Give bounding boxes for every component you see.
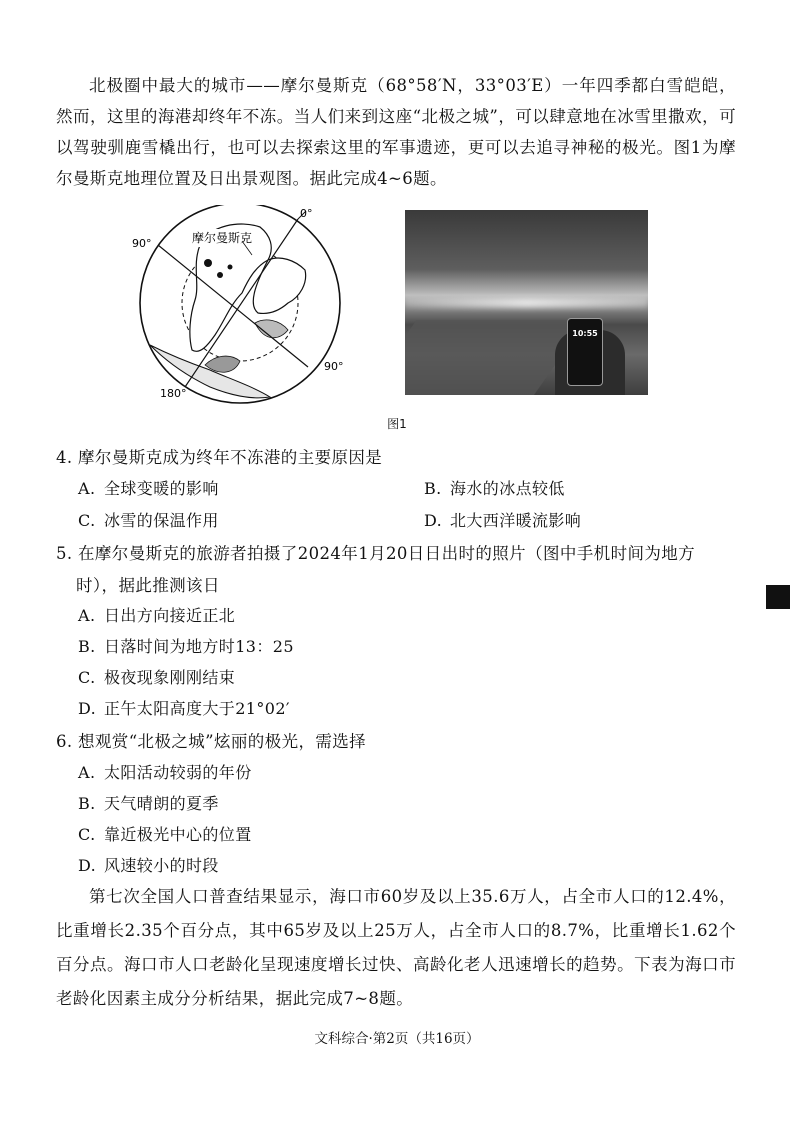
lon-180-label: 180° (160, 387, 187, 400)
island-3 (228, 265, 233, 270)
q6-option-d: D. 风速较小的时段 (78, 856, 219, 875)
q6-option-c: C. 靠近极光中心的位置 (78, 825, 252, 844)
q5-option-c: C. 极夜现象刚刚结束 (78, 668, 236, 687)
polar-map (130, 205, 380, 405)
q5-option-a: A. 日出方向接近正北 (78, 606, 236, 625)
lon-90-left-label: 90° (132, 237, 152, 250)
intro-paragraph-4-6: 北极圈中最大的城市——摩尔曼斯克（68°58′N，33°03′E）一年四季都白雪皑皑，然而，这里的海港却终年不冻。当人们来到这座“北极之城”，可以肆意地在冰雪里撒欢，可以驾驶驯鹿雪橇出行，也可以去探索这里的军事遗迹，更可以去追寻神秘的极光。图1为摩尔曼斯克地理位置及日出景观图。据此完成4~6题。 (56, 76, 736, 188)
page-footer: 文科综合·第2页（共16页） (314, 1031, 480, 1047)
q4-option-c: C. 冰雪的保温作用 (78, 511, 219, 530)
question-4-stem (56, 444, 382, 468)
island-1 (204, 259, 212, 267)
question-4-number: 4. (56, 448, 73, 467)
city-label: 摩尔曼斯克 (192, 231, 253, 245)
phone-time-display: 10:55 (572, 329, 598, 338)
q4-option-b: B. 海水的冰点较低 (424, 479, 565, 498)
q4-option-a: A. 全球变暖的影响 (78, 479, 219, 498)
question-6-stem: 6. 想观赏“北极之城”炫丽的极光，需选择 (56, 732, 367, 751)
figure-1 (130, 205, 660, 405)
photo-horizon-glow (405, 298, 648, 308)
lon-0-label: 0° (300, 207, 313, 220)
margin-black-marker (766, 585, 790, 609)
question-5-number: 5. (56, 544, 73, 563)
question-5-stem-line2: 时），据此推测该日 (76, 576, 220, 595)
intro-paragraph-7-8: 第七次全国人口普查结果显示，海口市60岁及以上35.6万人，占全市人口的12.4%，比重增长2.35个百分点，其中65岁及以上25万人，占全市人口的8.7%，比重增长1.62个百分点。海口市人口老龄化呈现速度增长过快、高龄化老人迅速增长的趋势。下表为海口市老龄化因素主成分分析结果，据此完成7~8题。 (56, 887, 736, 1008)
q5-option-d: D. 正午太阳高度大于21°02′ (78, 699, 290, 718)
q6-option-a: A. 太阳活动较弱的年份 (78, 763, 252, 782)
island-2 (217, 272, 223, 278)
question-6-number: 6. (56, 732, 73, 751)
figure-caption: 图1 (387, 417, 407, 431)
lon-90-right-label: 90° (324, 360, 344, 373)
q6-option-b: B. 天气晴朗的夏季 (78, 794, 219, 813)
q4-option-d: D. 北大西洋暖流影响 (424, 511, 582, 530)
question-5-stem-line1: 5. 在摩尔曼斯克的旅游者拍摄了2024年1月20日日出时的照片（图中手机时间为地方 (56, 544, 696, 563)
photo-phone (567, 318, 603, 386)
sunrise-photo (405, 210, 648, 395)
q5-option-b: B. 日落时间为地方时13：25 (78, 637, 294, 656)
question-4-text: 摩尔曼斯克成为终年不冻港的主要原因是 (78, 448, 383, 467)
